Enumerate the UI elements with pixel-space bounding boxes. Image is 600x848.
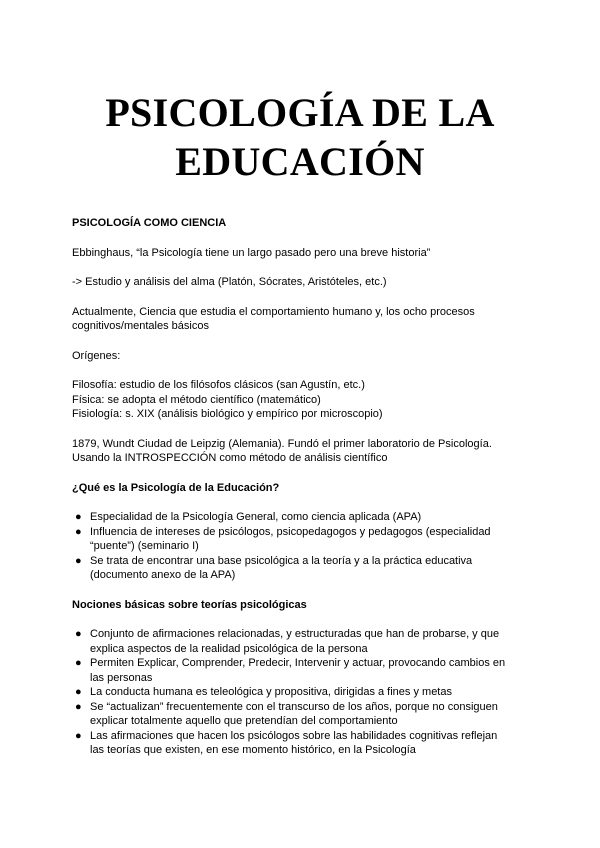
origen-fisica: Física: se adopta el método científico (matemático) [72,393,321,406]
bullet-icon: ● [75,657,82,669]
list-item-line: Se trata de encontrar una base psicológica a la teoría y a la práctica educativa [90,554,473,567]
list-item [72,729,532,758]
list-item-line: Se “actualizan” frecuentemente con el transcurso de los años, porque no consiguen [90,700,498,713]
estudio-del-alma: -> Estudio y análisis del alma (Platón, Sócrates, Aristóteles, etc.) [72,276,387,288]
origen-fisiologia: Fisiología: s. XIX (análisis biológico y empírico por microscopio) [72,408,383,420]
list-item [72,700,532,729]
bullet-icon: ● [75,686,82,698]
wundt-line-2: Usando la INTROSPECCIÓN como método de análisis científico [72,452,388,464]
list-item-line: La conducta humana es teleológica y propositiva, dirigidas a fines y metas [90,686,452,698]
bullet-icon: ● [75,525,82,538]
origenes-label: Orígenes: [72,349,121,362]
list-item-line: Conjunto de afirmaciones relacionadas, y estructuradas que han de probarse, y que [90,628,500,640]
list-item-line: “puente”) (seminario I) [90,540,199,552]
list-item-line: explicar totalmente aquello que pretendían del comportamiento [90,715,398,727]
document-body [72,216,532,758]
list-item [72,685,532,700]
list-item [72,554,532,583]
title-line-1: PSICOLOGÍA DE LA [105,90,495,135]
bullet-icon: ● [75,511,82,523]
list-item-line: las teorías que existen, en ese momento histórico, en la Psicología [90,744,416,756]
title-line-2: EDUCACIÓN [175,139,425,184]
nociones-bullet-list [72,627,532,758]
list-item-line: (documento anexo de la APA) [90,569,236,581]
que-es-bullet-list [72,510,532,583]
list-item [72,525,532,554]
bullet-icon: ● [75,628,82,640]
list-item-line: las personas [90,671,153,684]
list-item-line: explica aspectos de la realidad psicológica de la persona [90,642,368,655]
list-item-line: Especialidad de la Psicología General, como ciencia aplicada (APA) [90,511,422,523]
section-heading-psicologia-como-ciencia: PSICOLOGÍA COMO CIENCIA [72,217,227,229]
section-heading-que-es: ¿Qué es la Psicología de la Educación? [72,481,280,494]
wundt-line-1: 1879, Wundt Ciudad de Leipzig (Alemania). Fundó el primer laboratorio de Psicología. [72,437,492,450]
bullet-icon: ● [75,700,82,713]
list-item [72,510,532,525]
list-item-line: Las afirmaciones que hacen los psicólogos sobre las habilidades cognitivas reflejan [90,729,498,742]
definicion-actual-line-1: Actualmente, Ciencia que estudia el comportamiento humano y, los ocho procesos [72,305,475,318]
list-item-line: Permiten Explicar, Comprender, Predecir, Intervenir y actuar, provocando cambios en [90,657,506,669]
bullet-icon: ● [75,554,82,567]
list-item [72,656,532,685]
bullet-icon: ● [75,729,82,742]
document-title [0,88,600,186]
list-item-line: Influencia de intereses de psicólogos, psicopedagogos y pedagogos (especialidad [90,525,491,538]
list-item [72,627,532,656]
section-heading-nociones-basicas: Nociones básicas sobre teorías psicológicas [72,598,307,611]
origen-filosofia: Filosofía: estudio de los filósofos clásicos (san Agustín, etc.) [72,379,365,391]
ebbinghaus-quote: Ebbinghaus, “la Psicología tiene un largo pasado pero una breve historia” [72,246,431,259]
definicion-actual-line-2: cognitivos/mentales básicos [72,320,209,332]
